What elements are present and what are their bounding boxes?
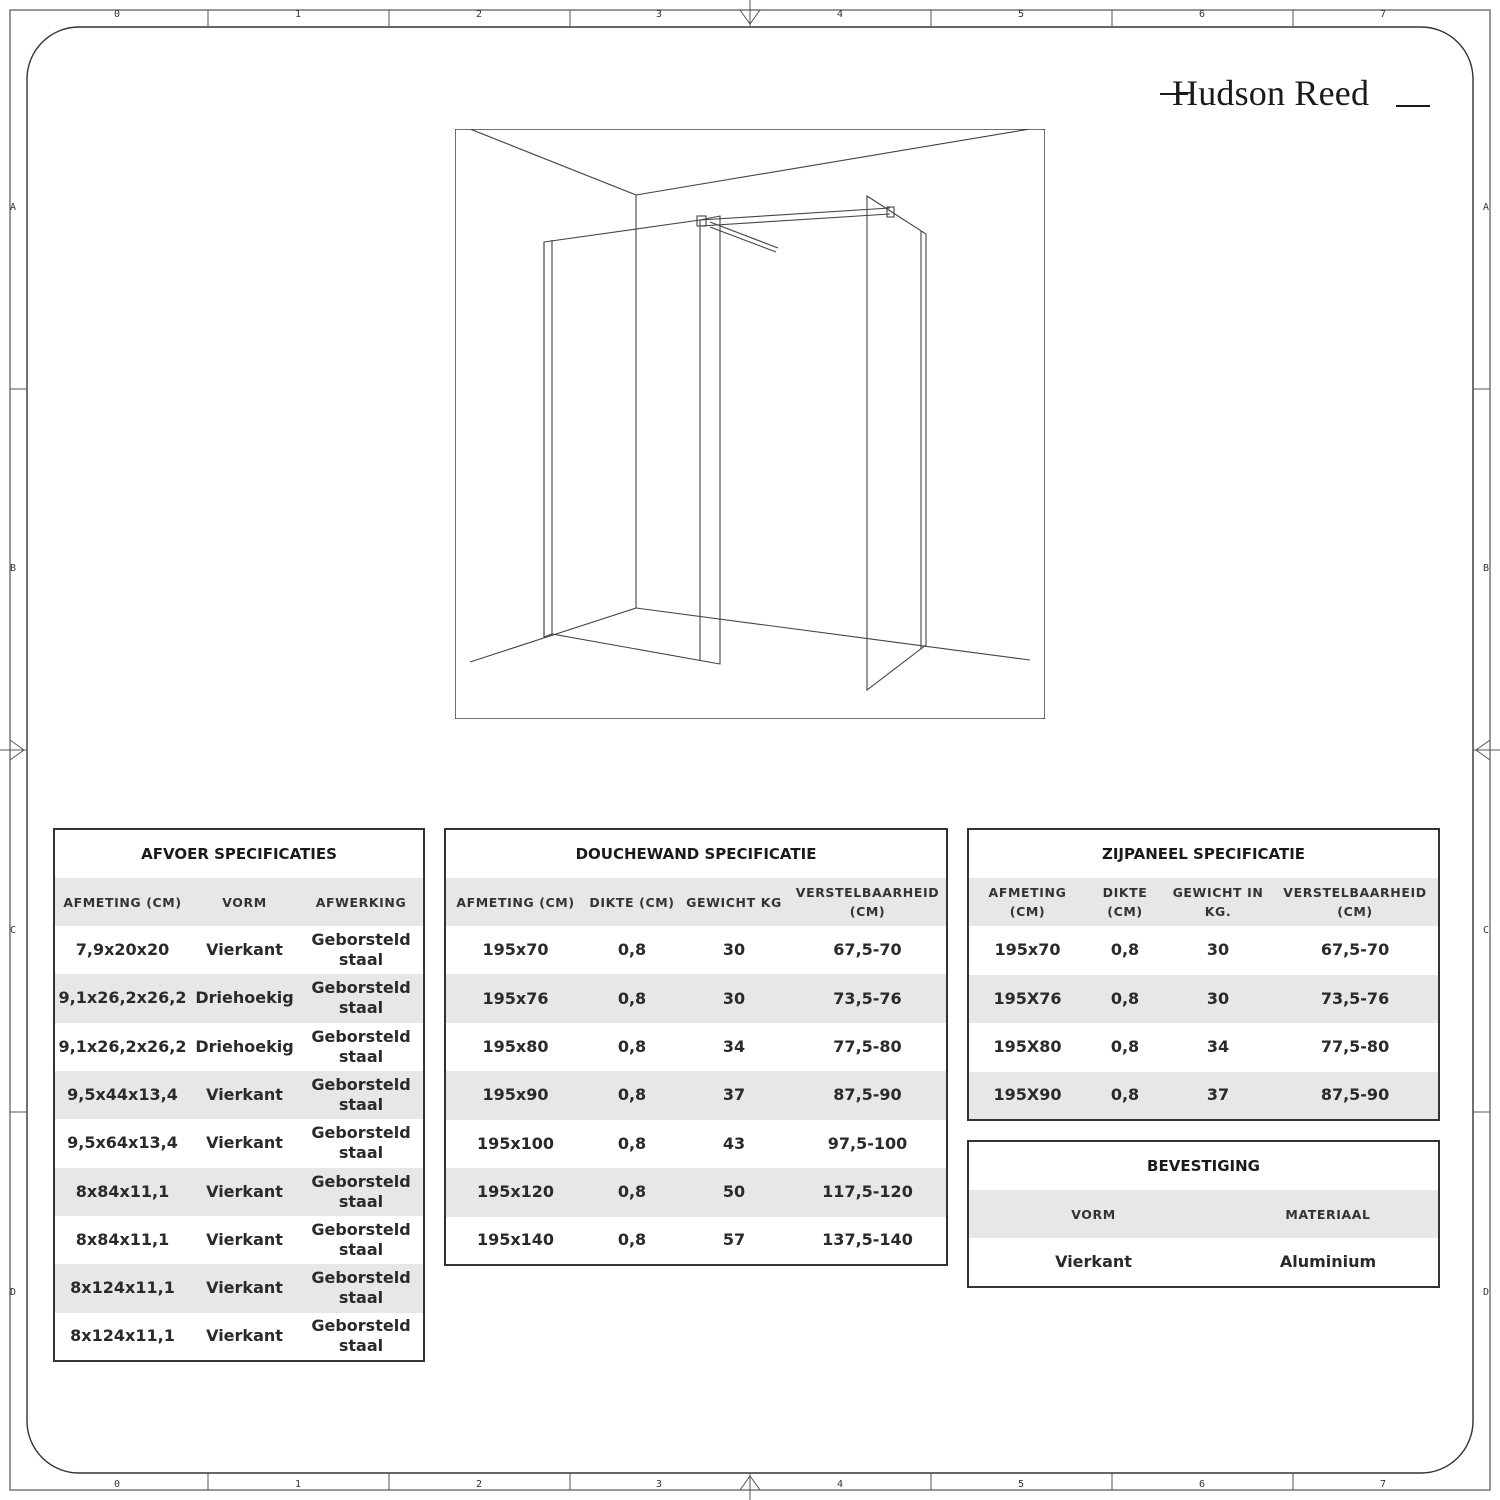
afvoer-cell: 9,5x64x13,4 xyxy=(54,1119,190,1167)
afvoer-cell: Geborsteld staal xyxy=(299,1264,424,1312)
afvoer-header-afwerking: AFWERKING xyxy=(299,878,424,926)
zijpaneel-header-dikte: DIKTE (CM) xyxy=(1086,878,1164,926)
zijpaneel-cell: 0,8 xyxy=(1086,1072,1164,1121)
afvoer-cell: Vierkant xyxy=(190,1119,299,1167)
brand-name: Hudson Reed xyxy=(1172,73,1370,113)
table-row xyxy=(445,1217,947,1265)
douchewand-cell: 77,5-80 xyxy=(789,1023,947,1071)
afvoer-cell: Driehoekig xyxy=(190,1023,299,1071)
zijpaneel-cell: 195X76 xyxy=(968,975,1086,1024)
zijpaneel-cell: 30 xyxy=(1164,975,1272,1024)
douchewand-cell: 195x140 xyxy=(445,1217,585,1265)
table-row xyxy=(968,926,1439,975)
afvoer-cell: Vierkant xyxy=(190,926,299,974)
douchewand-cell: 0,8 xyxy=(585,1120,679,1168)
afvoer-cell: Geborsteld staal xyxy=(299,1023,424,1071)
table-row xyxy=(54,926,424,974)
zijpaneel-cell: 87,5-90 xyxy=(1272,1072,1439,1121)
afvoer-cell: 7,9x20x20 xyxy=(54,926,190,974)
zijpaneel-cell: 0,8 xyxy=(1086,1023,1164,1072)
ruler-letter-right-c: C xyxy=(1483,925,1490,936)
ruler-letter-left-d: D xyxy=(10,1287,17,1298)
douchewand-cell: 117,5-120 xyxy=(789,1168,947,1216)
douchewand-cell: 195x76 xyxy=(445,974,585,1022)
afvoer-cell: Vierkant xyxy=(190,1216,299,1264)
ruler-number-bottom-0: 0 xyxy=(114,1479,121,1490)
douchewand-cell: 0,8 xyxy=(585,1071,679,1119)
ruler-number-top-7: 7 xyxy=(1380,9,1387,20)
douchewand-cell: 50 xyxy=(679,1168,789,1216)
table-row xyxy=(54,1313,424,1361)
afvoer-cell: Geborsteld staal xyxy=(299,1071,424,1119)
ruler-number-bottom-2: 2 xyxy=(476,1479,483,1490)
ruler-number-top-6: 6 xyxy=(1199,9,1206,20)
douchewand-cell: 0,8 xyxy=(585,1168,679,1216)
zijpaneel-cell: 0,8 xyxy=(1086,975,1164,1024)
douchewand-title: DOUCHEWAND SPECIFICATIE xyxy=(445,829,947,878)
table-row xyxy=(968,1023,1439,1072)
zijpaneel-cell: 73,5-76 xyxy=(1272,975,1439,1024)
afvoer-cell: Vierkant xyxy=(190,1168,299,1216)
ruler-number-bottom-7: 7 xyxy=(1380,1479,1387,1490)
table-row xyxy=(445,1071,947,1119)
ruler-number-bottom-3: 3 xyxy=(656,1479,663,1490)
table-row xyxy=(968,975,1439,1024)
ruler-number-top-0: 0 xyxy=(114,9,121,20)
zijpaneel-cell: 34 xyxy=(1164,1023,1272,1072)
afvoer-cell: Vierkant xyxy=(190,1071,299,1119)
douchewand-cell: 195x70 xyxy=(445,926,585,974)
afvoer-cell: 9,5x44x13,4 xyxy=(54,1071,190,1119)
table-row xyxy=(54,1216,424,1264)
douchewand-cell: 57 xyxy=(679,1217,789,1265)
douchewand-cell: 0,8 xyxy=(585,1023,679,1071)
bevestiging-cell: Vierkant xyxy=(968,1238,1218,1287)
zijpaneel-cell: 30 xyxy=(1164,926,1272,975)
table-row xyxy=(54,1264,424,1312)
table-row xyxy=(968,1072,1439,1121)
douchewand-cell: 30 xyxy=(679,926,789,974)
douchewand-cell: 37 xyxy=(679,1071,789,1119)
ruler-number-top-1: 1 xyxy=(295,9,302,20)
table-row xyxy=(445,1120,947,1168)
douchewand-cell: 87,5-90 xyxy=(789,1071,947,1119)
ruler-number-top-4: 4 xyxy=(837,9,844,20)
douchewand-cell: 0,8 xyxy=(585,926,679,974)
ruler-letter-left-c: C xyxy=(10,925,17,936)
zijpaneel-header-verstelbaarheid: VERSTELBAARHEID (CM) xyxy=(1272,878,1439,926)
ruler-letter-left-b: B xyxy=(10,563,17,574)
afvoer-cell: 8x84x11,1 xyxy=(54,1168,190,1216)
table-row xyxy=(54,974,424,1022)
ruler-letter-left-a: A xyxy=(10,202,17,213)
bevestiging-cell: Aluminium xyxy=(1218,1238,1439,1287)
zijpaneel-header-gewicht: GEWICHT IN KG. xyxy=(1164,878,1272,926)
afvoer-cell: Geborsteld staal xyxy=(299,1216,424,1264)
afvoer-cell: 9,1x26,2x26,2 xyxy=(54,974,190,1022)
douchewand-cell: 43 xyxy=(679,1120,789,1168)
table-row xyxy=(445,926,947,974)
douchewand-cell: 0,8 xyxy=(585,974,679,1022)
afvoer-cell: 8x124x11,1 xyxy=(54,1264,190,1312)
zijpaneel-title: ZIJPANEEL SPECIFICATIE xyxy=(968,829,1439,878)
ruler-number-top-5: 5 xyxy=(1018,9,1025,20)
douchewand-cell: 34 xyxy=(679,1023,789,1071)
ruler-number-bottom-6: 6 xyxy=(1199,1479,1206,1490)
zijpaneel-cell: 0,8 xyxy=(1086,926,1164,975)
douchewand-header-gewicht: GEWICHT KG xyxy=(679,878,789,926)
afvoer-cell: Vierkant xyxy=(190,1264,299,1312)
logo-line-right xyxy=(1396,105,1430,107)
douchewand-cell: 30 xyxy=(679,974,789,1022)
zijpaneel-cell: 195X80 xyxy=(968,1023,1086,1072)
table-row xyxy=(54,1071,424,1119)
douchewand-cell: 97,5-100 xyxy=(789,1120,947,1168)
ruler-number-bottom-5: 5 xyxy=(1018,1479,1025,1490)
bevestiging-header-materiaal: MATERIAAL xyxy=(1218,1190,1439,1238)
table-row xyxy=(968,1238,1439,1287)
table-row xyxy=(54,1023,424,1071)
bevestiging-table xyxy=(967,1140,1440,1288)
ruler-number-bottom-1: 1 xyxy=(295,1479,302,1490)
douchewand-spec-table xyxy=(444,828,948,1266)
douchewand-header-dikte: DIKTE (CM) xyxy=(585,878,679,926)
ruler-number-top-3: 3 xyxy=(656,9,663,20)
zijpaneel-cell: 37 xyxy=(1164,1072,1272,1121)
afvoer-cell: Geborsteld staal xyxy=(299,1119,424,1167)
douchewand-cell: 137,5-140 xyxy=(789,1217,947,1265)
shower-wall-drawing xyxy=(455,129,1045,719)
table-row xyxy=(445,1168,947,1216)
afvoer-cell: Geborsteld staal xyxy=(299,926,424,974)
zijpaneel-cell: 77,5-80 xyxy=(1272,1023,1439,1072)
afvoer-header-vorm: VORM xyxy=(190,878,299,926)
table-row xyxy=(445,1023,947,1071)
douchewand-cell: 0,8 xyxy=(585,1217,679,1265)
douchewand-header-verstelbaarheid: VERSTELBAARHEID (CM) xyxy=(789,878,947,926)
afvoer-cell: Driehoekig xyxy=(190,974,299,1022)
douchewand-cell: 195x120 xyxy=(445,1168,585,1216)
table-row xyxy=(445,974,947,1022)
ruler-letter-right-d: D xyxy=(1483,1287,1490,1298)
ruler-letter-right-b: B xyxy=(1483,563,1490,574)
zijpaneel-cell: 67,5-70 xyxy=(1272,926,1439,975)
zijpaneel-header-afmeting: AFMETING (CM) xyxy=(968,878,1086,926)
ruler-number-bottom-4: 4 xyxy=(837,1479,844,1490)
douchewand-cell: 67,5-70 xyxy=(789,926,947,974)
bevestiging-title: BEVESTIGING xyxy=(968,1141,1439,1190)
afvoer-cell: 8x84x11,1 xyxy=(54,1216,190,1264)
afvoer-cell: 8x124x11,1 xyxy=(54,1313,190,1361)
douchewand-header-afmeting: AFMETING (CM) xyxy=(445,878,585,926)
bevestiging-header-vorm: VORM xyxy=(968,1190,1218,1238)
zijpaneel-cell: 195X90 xyxy=(968,1072,1086,1121)
table-row xyxy=(54,1168,424,1216)
afvoer-cell: Geborsteld staal xyxy=(299,1168,424,1216)
douchewand-cell: 73,5-76 xyxy=(789,974,947,1022)
afvoer-spec-table xyxy=(53,828,425,1362)
douchewand-cell: 195x100 xyxy=(445,1120,585,1168)
afvoer-cell: Geborsteld staal xyxy=(299,974,424,1022)
douchewand-cell: 195x80 xyxy=(445,1023,585,1071)
table-row xyxy=(54,1119,424,1167)
douchewand-cell: 195x90 xyxy=(445,1071,585,1119)
afvoer-title: AFVOER SPECIFICATIES xyxy=(54,829,424,878)
ruler-number-top-2: 2 xyxy=(476,9,483,20)
zijpaneel-cell: 195x70 xyxy=(968,926,1086,975)
ruler-letter-right-a: A xyxy=(1483,202,1490,213)
afvoer-header-afmeting: AFMETING (CM) xyxy=(54,878,190,926)
afvoer-cell: 9,1x26,2x26,2 xyxy=(54,1023,190,1071)
brand-logo xyxy=(1160,70,1430,114)
afvoer-cell: Geborsteld staal xyxy=(299,1313,424,1361)
zijpaneel-spec-table xyxy=(967,828,1440,1121)
afvoer-cell: Vierkant xyxy=(190,1313,299,1361)
